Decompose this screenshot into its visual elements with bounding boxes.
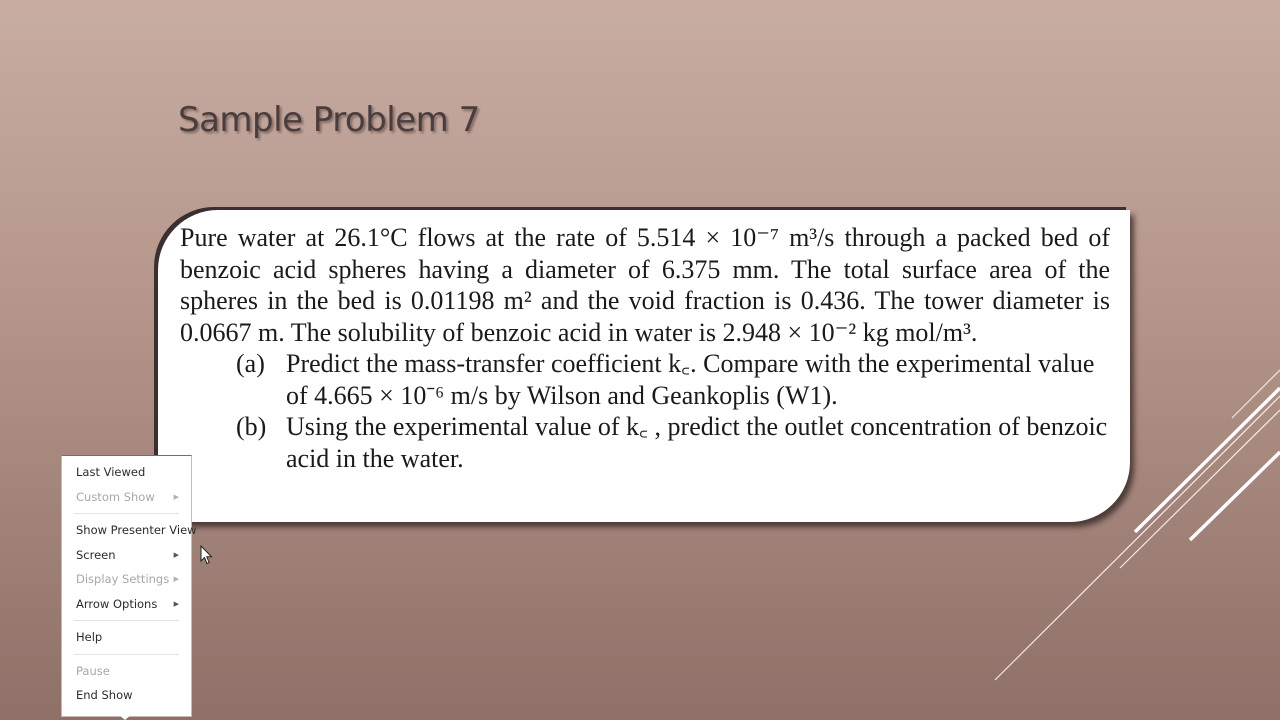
menu-item-display-settings[interactable] xyxy=(62,567,191,592)
menu-item-custom-show[interactable] xyxy=(62,485,191,510)
menu-item-show-presenter-view[interactable]: Show Presenter View xyxy=(76,523,197,537)
menu-item-last-viewed[interactable]: Last Viewed xyxy=(76,465,146,479)
menu-item-label: Custom Show xyxy=(76,489,155,504)
menu-item-label: Screen xyxy=(76,547,116,562)
problem-box xyxy=(158,210,1130,522)
chevron-right-icon: ▶ xyxy=(173,599,179,608)
menu-item-screen[interactable] xyxy=(62,543,191,568)
menu-pointer-tail xyxy=(118,714,132,720)
chevron-right-icon: ▶ xyxy=(173,492,179,501)
part-label: (a) xyxy=(236,349,265,378)
menu-item-pause[interactable]: Pause xyxy=(76,663,110,678)
chevron-right-icon: ▶ xyxy=(173,550,179,559)
chevron-right-icon: ▶ xyxy=(173,575,179,583)
part-label: (b) xyxy=(236,412,267,441)
slideshow-context-menu xyxy=(61,455,197,717)
slide-title: Sample Problem 7 xyxy=(178,100,480,140)
menu-item-arrow-options[interactable] xyxy=(62,592,191,617)
menu-item-label: Display Settings xyxy=(76,572,170,586)
menu-separator xyxy=(74,654,179,655)
menu-item-help[interactable]: Help xyxy=(76,630,103,644)
mouse-pointer-icon xyxy=(200,545,214,565)
menu-item-end-show[interactable]: End Show xyxy=(76,688,133,702)
part-text: Predict the mass-transfer coefficient k꜀. Compare with the experimental value of 4.665 × 10⁻⁶ m/s by Wilson and Geankoplis (W1). xyxy=(286,349,1095,410)
menu-separator xyxy=(74,513,179,514)
problem-statement: Pure water at 26.1°C flows at the rate of 5.514 × 10⁻⁷ m³/s through a packed bed of benzoic acid spheres having a diameter of 6.375 mm. The total surface area of the spheres in the bed is 0.01198 m² and the void fraction is 0.436. The tower diameter is 0.0667 m. The solubility of benzoic acid in water is 2.948 × 10⁻² kg mol/m³. xyxy=(180,223,1110,347)
menu-separator xyxy=(74,620,179,621)
part-text: Using the experimental value of k꜀ , predict the outlet concentration of benzoic acid in the water. xyxy=(286,412,1108,473)
problem-part-b xyxy=(236,411,1110,474)
problem-part-a xyxy=(236,348,1110,411)
menu-item-label: Arrow Options xyxy=(76,596,158,611)
